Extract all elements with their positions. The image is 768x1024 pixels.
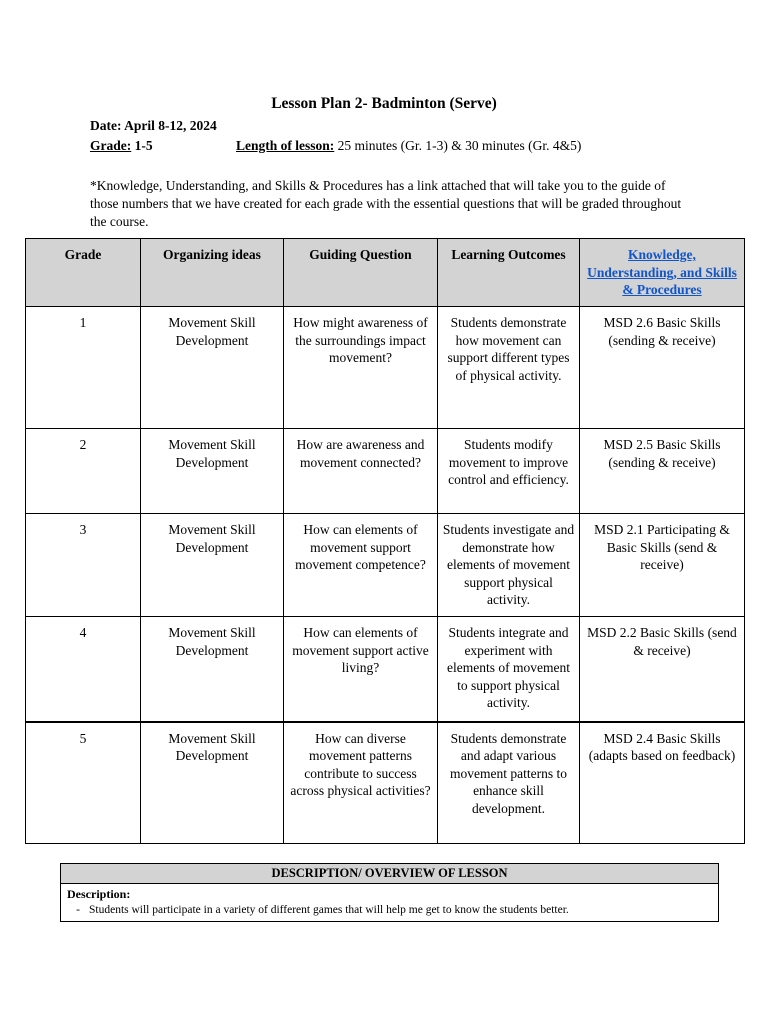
cell-guiding: How can elements of movement support movement competence? [284, 514, 438, 617]
bullet-dash: - [76, 904, 80, 916]
length-label: Length of lesson: [236, 138, 335, 153]
description-body [61, 884, 718, 921]
cell-grade: 1 [26, 307, 141, 429]
description-item-text: Students will participate in a variety of different games that will help me get to know the students better. [89, 904, 569, 916]
cell-guiding: How can elements of movement support active living? [284, 617, 438, 722]
table-row [26, 514, 745, 617]
cell-grade: 5 [26, 722, 141, 844]
cell-grade: 3 [26, 514, 141, 617]
cell-organizing: Movement Skill Development [141, 514, 284, 617]
cell-guiding: How can diverse movement patterns contribute to success across physical activities? [284, 722, 438, 844]
description-item [67, 902, 712, 918]
table-header-row [26, 239, 745, 307]
description-label: Description: [67, 887, 131, 901]
cell-kusp: MSD 2.5 Basic Skills (sending & receive) [580, 429, 745, 514]
table-row [26, 307, 745, 429]
cell-kusp: MSD 2.6 Basic Skills (sending & receive) [580, 307, 745, 429]
cell-organizing: Movement Skill Development [141, 307, 284, 429]
cell-kusp: MSD 2.2 Basic Skills (send & receive) [580, 617, 745, 722]
page-title: Lesson Plan 2- Badminton (Serve) [271, 95, 497, 112]
date-label: Date: April 8-12, 2024 [90, 118, 217, 133]
length-group [236, 137, 581, 155]
cell-outcomes: Students investigate and demonstrate how elements of movement support physical activity. [438, 514, 580, 617]
cell-kusp: MSD 2.1 Participating & Basic Skills (send & receive) [580, 514, 745, 617]
description-box [60, 863, 719, 922]
date-line [90, 117, 217, 135]
cell-guiding: How might awareness of the surroundings impact movement? [284, 307, 438, 429]
kusp-link[interactable]: Knowledge, Understanding, and Skills & Procedures [587, 247, 737, 297]
description-heading: DESCRIPTION/ OVERVIEW OF LESSON [61, 864, 718, 884]
table-row [26, 429, 745, 514]
lesson-table [25, 238, 745, 844]
cell-organizing: Movement Skill Development [141, 617, 284, 722]
cell-kusp: MSD 2.4 Basic Skills (adapts based on feedback) [580, 722, 745, 844]
cell-organizing: Movement Skill Development [141, 429, 284, 514]
header-grade: Grade [26, 239, 141, 307]
cell-outcomes: Students modify movement to improve control and efficiency. [438, 429, 580, 514]
cell-organizing: Movement Skill Development [141, 722, 284, 844]
grade-length-line [90, 137, 582, 155]
cell-grade: 2 [26, 429, 141, 514]
header-organizing-ideas: Organizing ideas [141, 239, 284, 307]
header-kusp [580, 239, 745, 307]
cell-grade: 4 [26, 617, 141, 722]
cell-outcomes: Students integrate and experiment with elements of movement to support physical activity. [438, 617, 580, 722]
cell-outcomes: Students demonstrate how movement can support different types of physical activity. [438, 307, 580, 429]
length-value: 25 minutes (Gr. 1-3) & 30 minutes (Gr. 4&5) [334, 138, 582, 153]
table-row [26, 722, 745, 844]
kusp-note: *Knowledge, Understanding, and Skills & Procedures has a link attached that will take you to the guide of those numbers that we have created for each grade with the essential questions that will be graded throughout the course. [90, 178, 682, 229]
grade-label: Grade: [90, 138, 132, 153]
header-learning-outcomes: Learning Outcomes [438, 239, 580, 307]
header-guiding-question: Guiding Question [284, 239, 438, 307]
cell-outcomes: Students demonstrate and adapt various movement patterns to enhance skill development. [438, 722, 580, 844]
table-row [26, 617, 745, 722]
grade-value: 1-5 [131, 138, 153, 153]
cell-guiding: How are awareness and movement connected? [284, 429, 438, 514]
